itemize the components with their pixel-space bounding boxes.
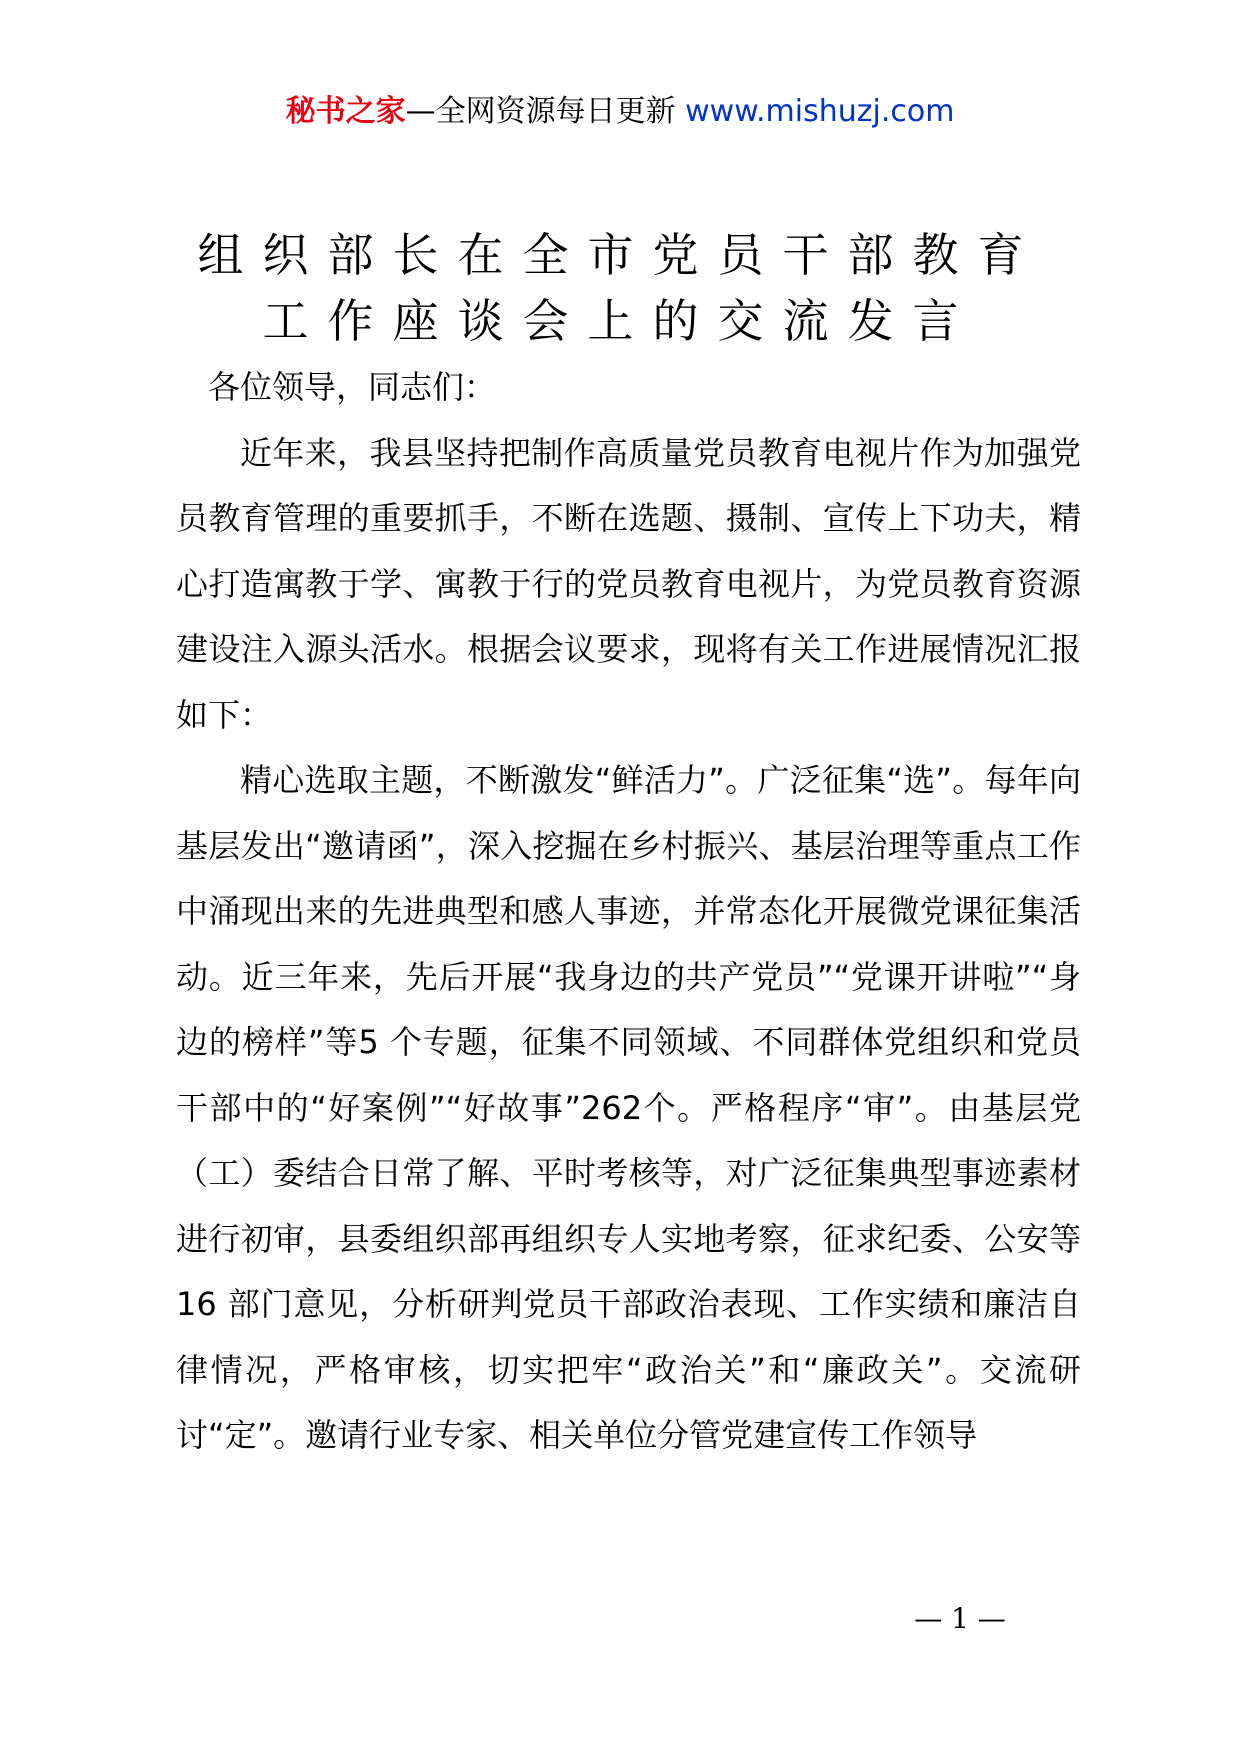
paragraph-topic-selection: 精心选取主题，不断激发“鲜活力”。广泛征集“选”。每年向基层发出“邀请函”，深入挖掘在乡村振兴、基层治理等重点工作中涌现出来的先进典型和感人事迹，并常态化开展微党课征集活动。近三年来，先后开展“我身边的共产党员”“党课开讲啦”“身边的榜样”等5 个专题，征集不同领域、不同群体党组织和党员干部中的“好案例”“好故事”262个。严格程序“审”。由基层党（工）委结合日常了解、平时考核等，对广泛征集典型事迹素材进行初审，县委组织部再组织专人实地考察，征求纪委、公安等16 部门意见，分析研判党员干部政治表现、工作实绩和廉洁自律情况，严格审核，切实把牢“政治关”和“廉政关”。交流研讨“定”。邀请行业专家、相关单位分管党建宣传工作领导 [176,761,1081,1454]
page-number: — 1 — [914,1602,1006,1635]
title-line-2: 工作座谈会上的交流发言 [262,294,978,348]
paragraph-intro: 近年来，我县坚持把制作高质量党员教育电视片作为加强党员教育管理的重要抓手，不断在选题、摄制、宣传上下功夫，精心打造寓教于学、寓教于行的党员教育电视片，为党员教育资源建设注入源头活水。根据会议要求，现将有关工作进展情况汇报如下： [176,433,1081,734]
title-line-1: 组织部长在全市党员干部教育 [197,228,1043,282]
document-title [0,222,1240,354]
brand-name: 秘书之家 [285,94,406,129]
salutation: 各位领导，同志们： [208,368,497,406]
document-body [176,355,1081,1469]
header-tagline: —全网资源每日更新 [405,94,686,129]
site-header-banner [0,90,1240,134]
site-url-link[interactable]: www.mishuzj.com [685,94,955,129]
